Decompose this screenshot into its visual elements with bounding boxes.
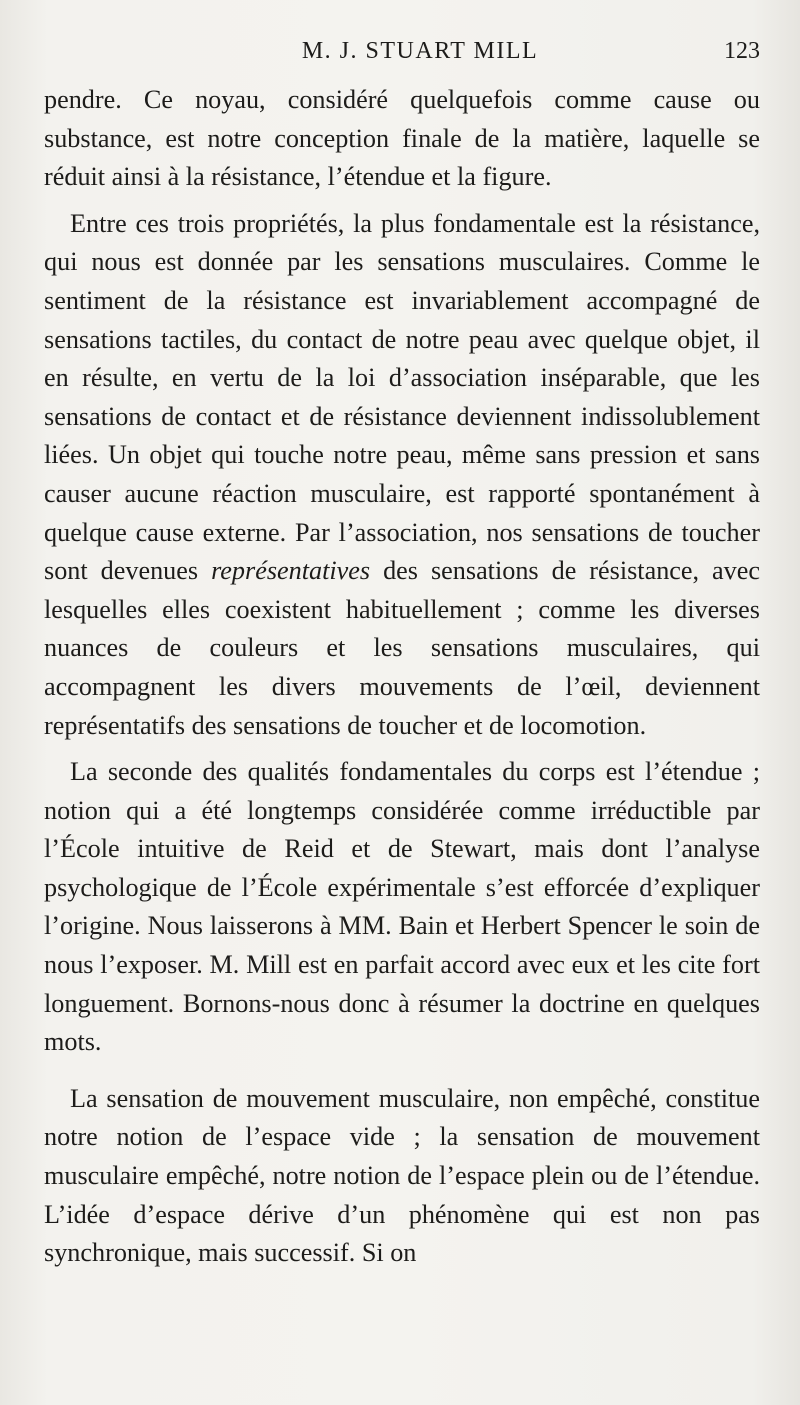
paragraph-mouvement: La sensation de mouvement musculaire, non empêché, constitue notre notion de l’espace vide ; la sensation de mouvement musculaire empêché, notre notion de l’espace plein ou de l’étendue. L’idée d’espace dérive d’un phénomène qui est non pas synchronique, mais successif. Si on [44, 1083, 760, 1268]
page-number: 123 [724, 38, 760, 64]
italic-term: représentatives [211, 556, 371, 586]
paragraph-resistance [44, 205, 760, 745]
page-header [44, 38, 760, 78]
paragraph-text-after-italic: des sensations de résistance, avec lesquelles elles coexistent habituellement ; comme les diverses nuances de couleurs et les sensations musculaires, qui accompagnent les divers mouvements de l’œil, deviennent représentatifs des sensations de toucher et de locomotion. [44, 556, 761, 740]
running-title: M. J. STUART MILL [301, 38, 539, 64]
paragraph-continued: pendre. Ce noyau, considéré quelquefois comme cause ou substance, est notre conception finale de la matière, laquelle se réduit ainsi à la résistance, l’étendue et la figure. [44, 85, 760, 192]
paragraph-etendue: La seconde des qualités fondamentales du corps est l’étendue ; notion qui a été longtemps considérée comme irréductible par l’École intuitive de Reid et de Stewart, mais dont l’analyse psychologique de l’École expérimentale s’est efforcée d’expliquer l’origine. Nous laisserons à MM. Bain et Herbert Spencer le soin de nous l’exposer. M. Mill est en parfait accord avec eux et les cite fort longuement. Bornons-nous donc à résumer la doctrine en quelques mots. [44, 757, 760, 1057]
body-text [44, 81, 760, 1273]
paragraph-text-before-italic: Entre ces trois propriétés, la plus fondamentale est la résistance, qui nous est donnée par les sensations musculaires. Comme le sentiment de la résistance est invariablement accompagné de sensations tactiles, du contact de notre peau avec quelque objet, il en résulte, en vertu de la loi d’association inséparable, que les sensations de contact et de résistance deviennent indissolublement liées. Un objet qui touche notre peau, même sans pression et sans causer aucune réaction musculaire, est rapporté spontanément à quelque cause externe. Par l’association, nos sensations de toucher sont devenues [44, 208, 760, 586]
